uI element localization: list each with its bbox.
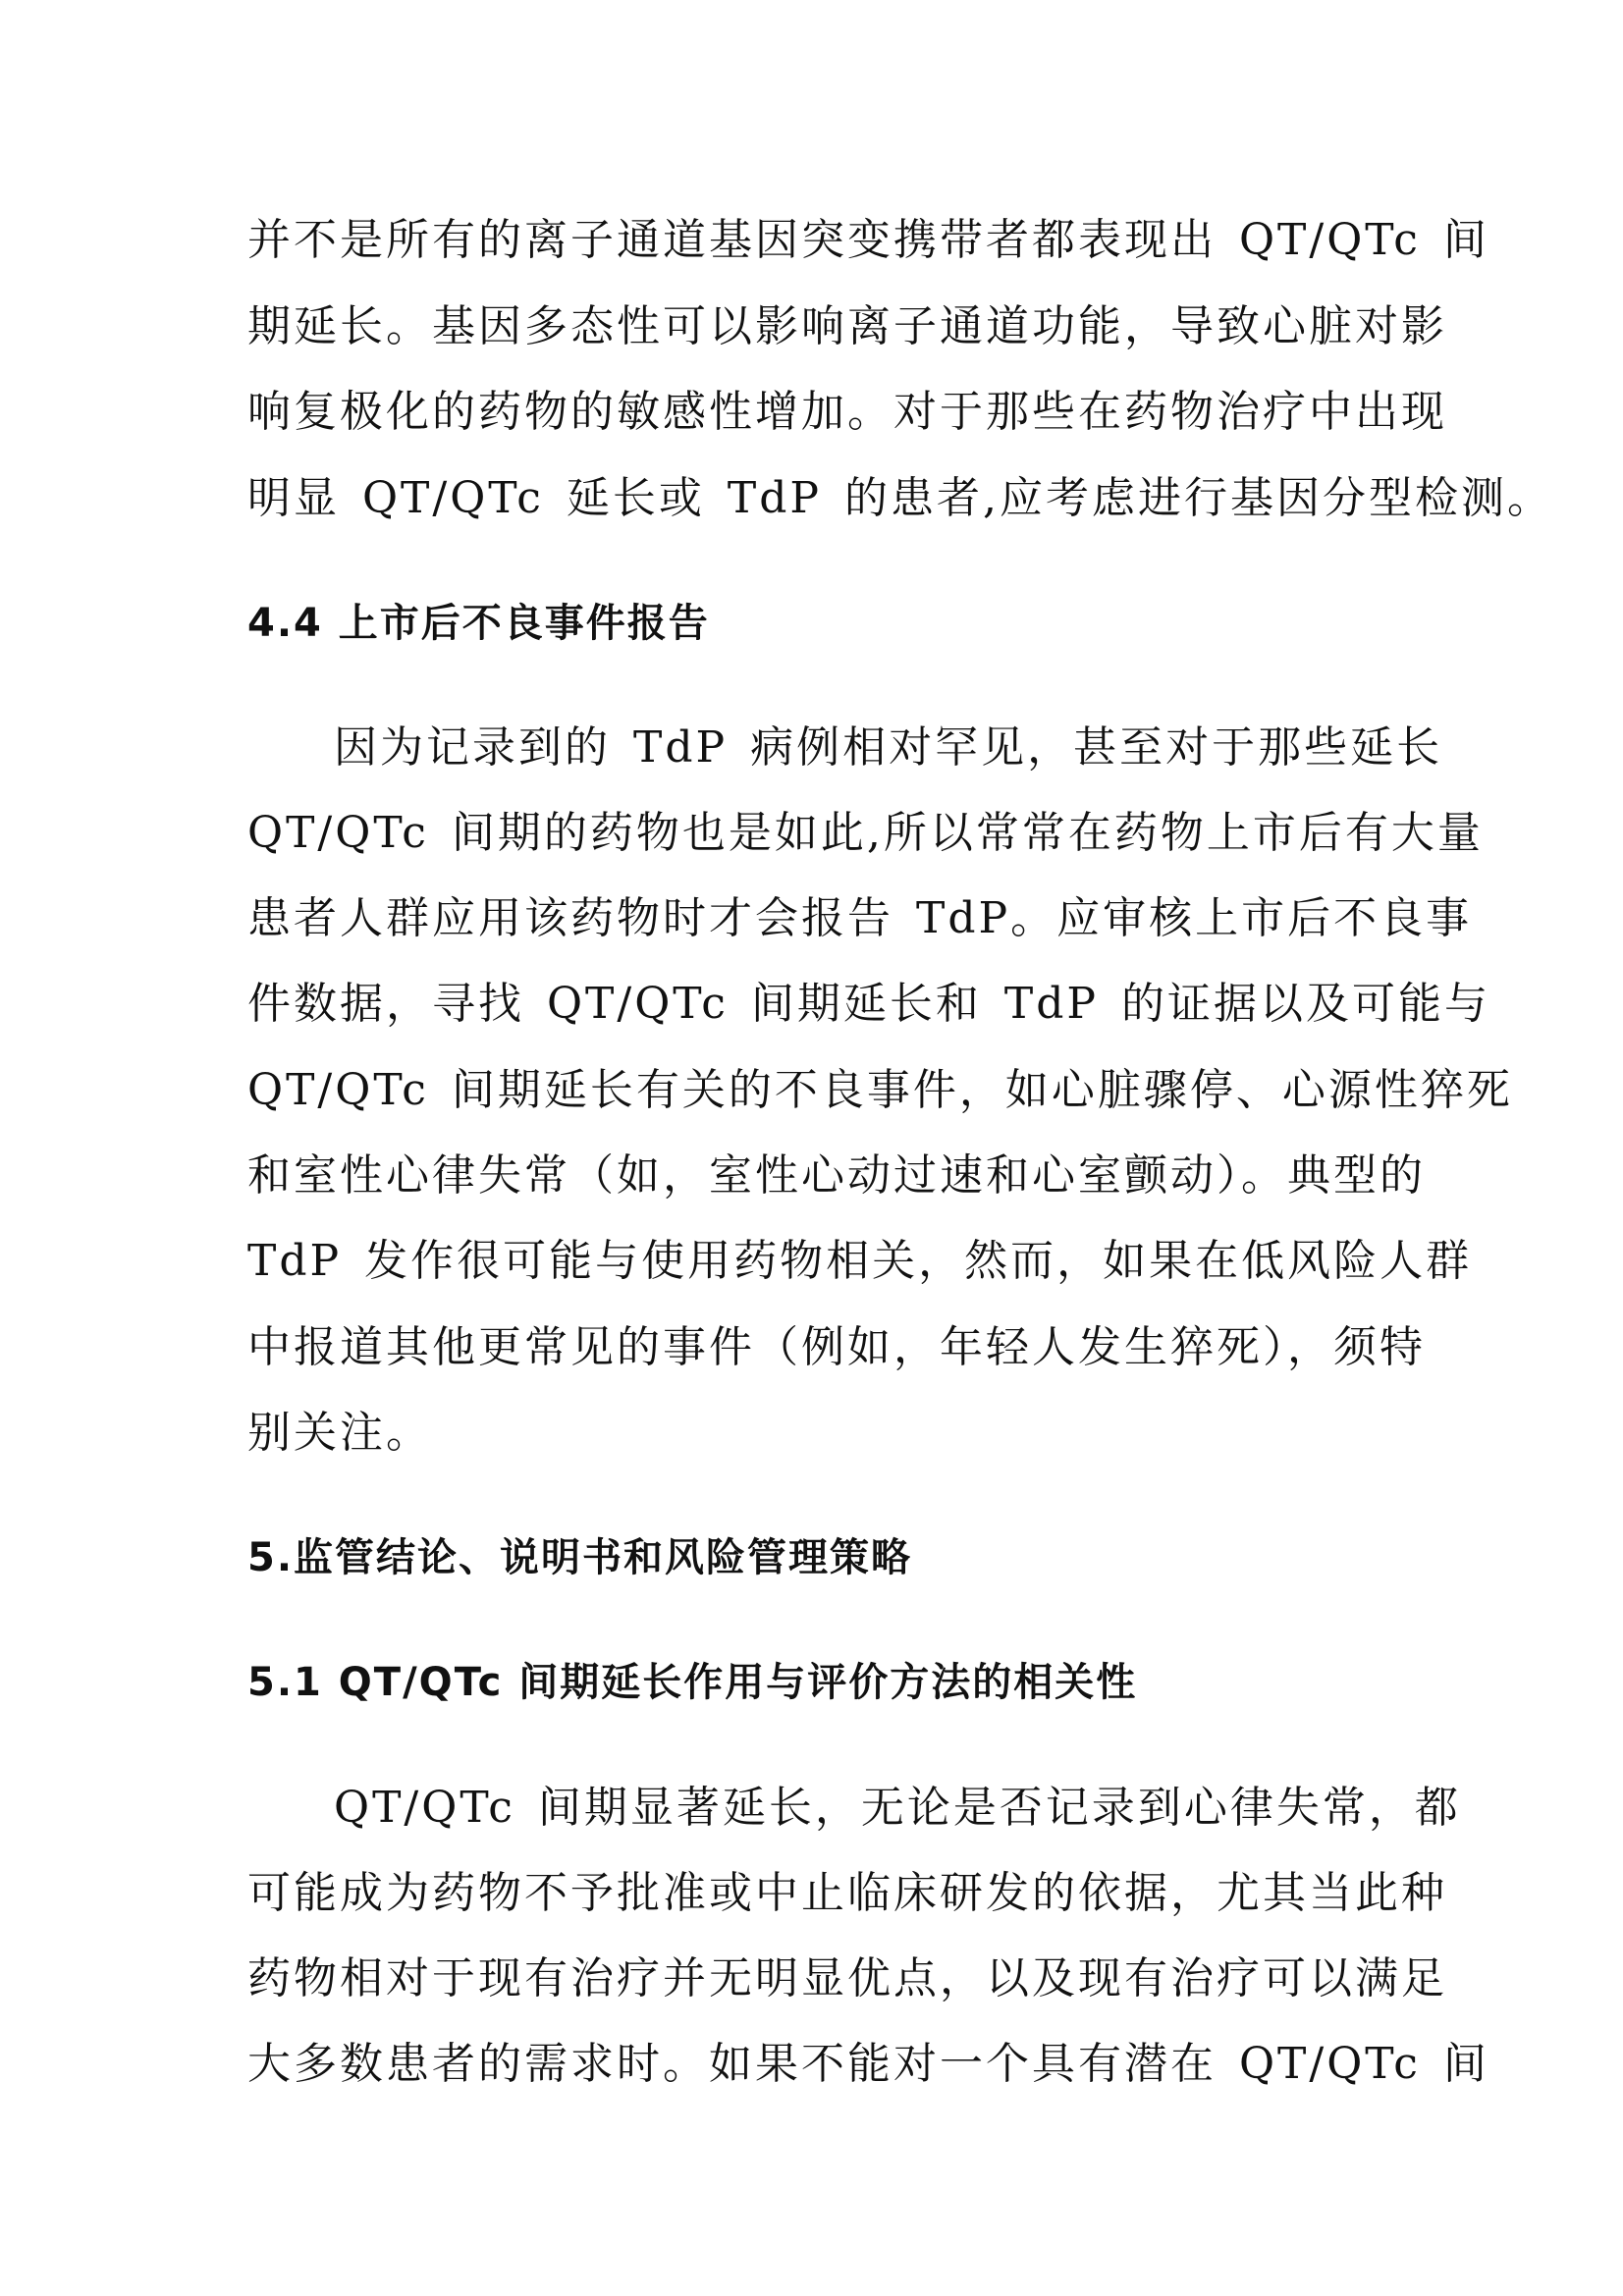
paragraph-line: 件数据，寻找 QT/QTc 间期延长和 TdP 的证据以及可能与 (247, 979, 1490, 1029)
section-heading-5: 5.监管结论、说明书和风险管理策略 (247, 1535, 913, 1580)
paragraph-line: 并不是所有的离子通道基因突变携带者都表现出 QT/QTc 间 (247, 215, 1489, 265)
paragraph-line: QT/QTc 间期的药物也是如此,所以常常在药物上市后有大量 (247, 808, 1484, 858)
paragraph-line: 可能成为药物不予批准或中止临床研发的依据，尤其当此种 (247, 1868, 1447, 1918)
paragraph-line: QT/QTc 间期显著延长，无论是否记录到心律失常，都 (334, 1783, 1461, 1833)
paragraph-line: 和室性心律失常（如，室性心动过速和心室颤动）。典型的 (247, 1150, 1426, 1201)
paragraph-line: QT/QTc 间期延长有关的不良事件，如心脏骤停、心源性猝死 (247, 1065, 1513, 1115)
paragraph-line: 因为记录到的 TdP 病例相对罕见，甚至对于那些延长 (334, 722, 1443, 773)
paragraph-line: TdP 发作很可能与使用药物相关，然而，如果在低风险人群 (247, 1236, 1473, 1286)
section-heading-4-4: 4.4 上市后不良事件报告 (247, 601, 710, 646)
paragraph-line: 响复极化的药物的敏感性增加。对于那些在药物治疗中出现 (247, 387, 1447, 437)
section-heading-5-1: 5.1 QT/QTc 间期延长作用与评价方法的相关性 (247, 1660, 1138, 1705)
paragraph-line: 明显 QT/QTc 延长或 TdP 的患者,应考虑进行基因分型检测。 (247, 473, 1553, 523)
paragraph-line: 大多数患者的需求时。如果不能对一个具有潜在 QT/QTc 间 (247, 2039, 1489, 2089)
paragraph-line: 药物相对于现有治疗并无明显优点，以及现有治疗可以满足 (247, 1953, 1447, 2003)
paragraph-line: 患者人群应用该药物时才会报告 TdP。应审核上市后不良事 (247, 893, 1473, 943)
paragraph-line: 中报道其他更常见的事件（例如，年轻人发生猝死），须特 (247, 1322, 1426, 1372)
paragraph-line: 别关注。 (247, 1408, 432, 1458)
paragraph-line: 期延长。基因多态性可以影响离子通道功能，导致心脏对影 (247, 301, 1447, 351)
